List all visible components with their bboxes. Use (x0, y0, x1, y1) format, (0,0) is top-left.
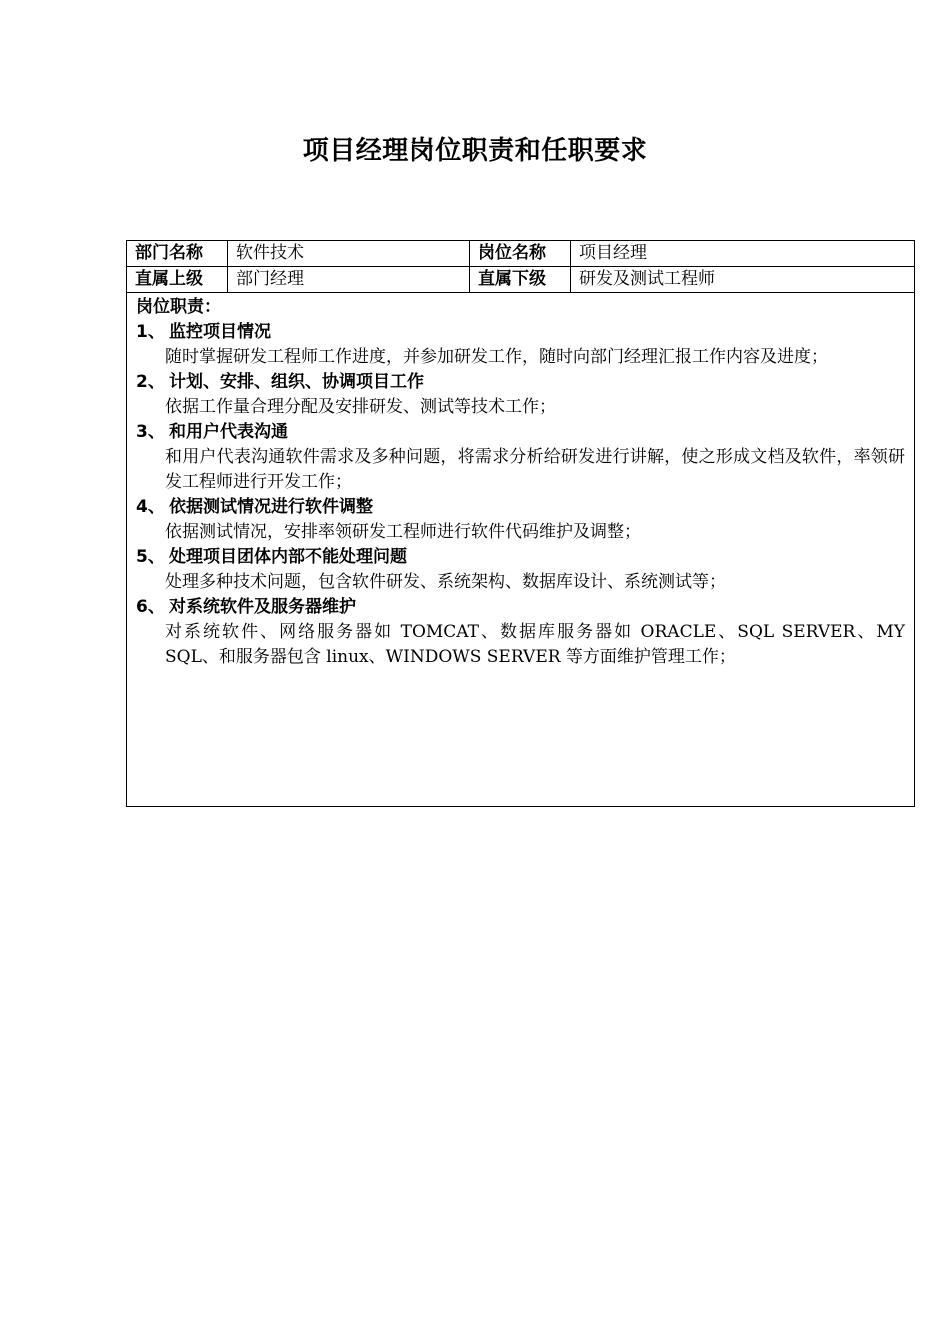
duty-number: 5、 (136, 547, 165, 567)
duty-description: 对系统软件、网络服务器如 TOMCAT、数据库服务器如 ORACLE、SQL SERVER、MY SQL、和服务器包含 linux、WINDOWS SERVER 等方面维护管理工作； (165, 622, 905, 667)
table-row (127, 241, 915, 267)
duty-description: 处理多种技术问题，包含软件研发、系统架构、数据库设计、系统测试等； (165, 572, 726, 592)
duty-title (136, 320, 905, 345)
position-value: 项目经理 (571, 241, 915, 267)
position-label: 岗位名称 (470, 241, 571, 267)
duty-number: 2、 (136, 372, 165, 392)
job-info-table (126, 240, 915, 807)
duty-title (136, 595, 905, 620)
page-title: 项目经理岗位职责和任职要求 (302, 136, 648, 166)
subordinate-value: 研发及测试工程师 (571, 267, 915, 293)
duty-title-text: 和用户代表沟通 (169, 422, 288, 442)
dept-label: 部门名称 (127, 241, 228, 267)
duty-title (136, 420, 905, 445)
subordinate-label: 直属下级 (470, 267, 571, 293)
duties-cell (127, 293, 915, 807)
superior-value: 部门经理 (228, 267, 470, 293)
duty-title (136, 495, 905, 520)
duty-description: 依据测试情况，安排率领研发工程师进行软件代码维护及调整； (165, 522, 641, 542)
duty-title-text: 监控项目情况 (169, 322, 271, 342)
duty-title-text: 对系统软件及服务器维护 (169, 597, 356, 617)
duty-description: 和用户代表沟通软件需求及多种问题，将需求分析给研发进行讲解，使之形成文档及软件，率领研发工程师进行开发工作； (165, 447, 905, 492)
duty-description: 依据工作量合理分配及安排研发、测试等技术工作； (165, 397, 556, 417)
duty-title-text: 处理项目团体内部不能处理问题 (169, 547, 407, 567)
duty-number: 1、 (136, 322, 165, 342)
duty-title-text: 计划、安排、组织、协调项目工作 (169, 372, 424, 392)
duty-title (136, 545, 905, 570)
duty-number: 4、 (136, 497, 165, 517)
duty-number: 6、 (136, 597, 165, 617)
duty-title (136, 370, 905, 395)
duty-description: 随时掌握研发工程师工作进度，并参加研发工作，随时向部门经理汇报工作内容及进度； (165, 347, 828, 367)
dept-value: 软件技术 (228, 241, 470, 267)
table-row (127, 293, 915, 807)
duties-heading: 岗位职责： (136, 297, 221, 317)
duty-title-text: 依据测试情况进行软件调整 (169, 497, 373, 517)
duty-number: 3、 (136, 422, 165, 442)
superior-label: 直属上级 (127, 267, 228, 293)
table-row (127, 267, 915, 293)
